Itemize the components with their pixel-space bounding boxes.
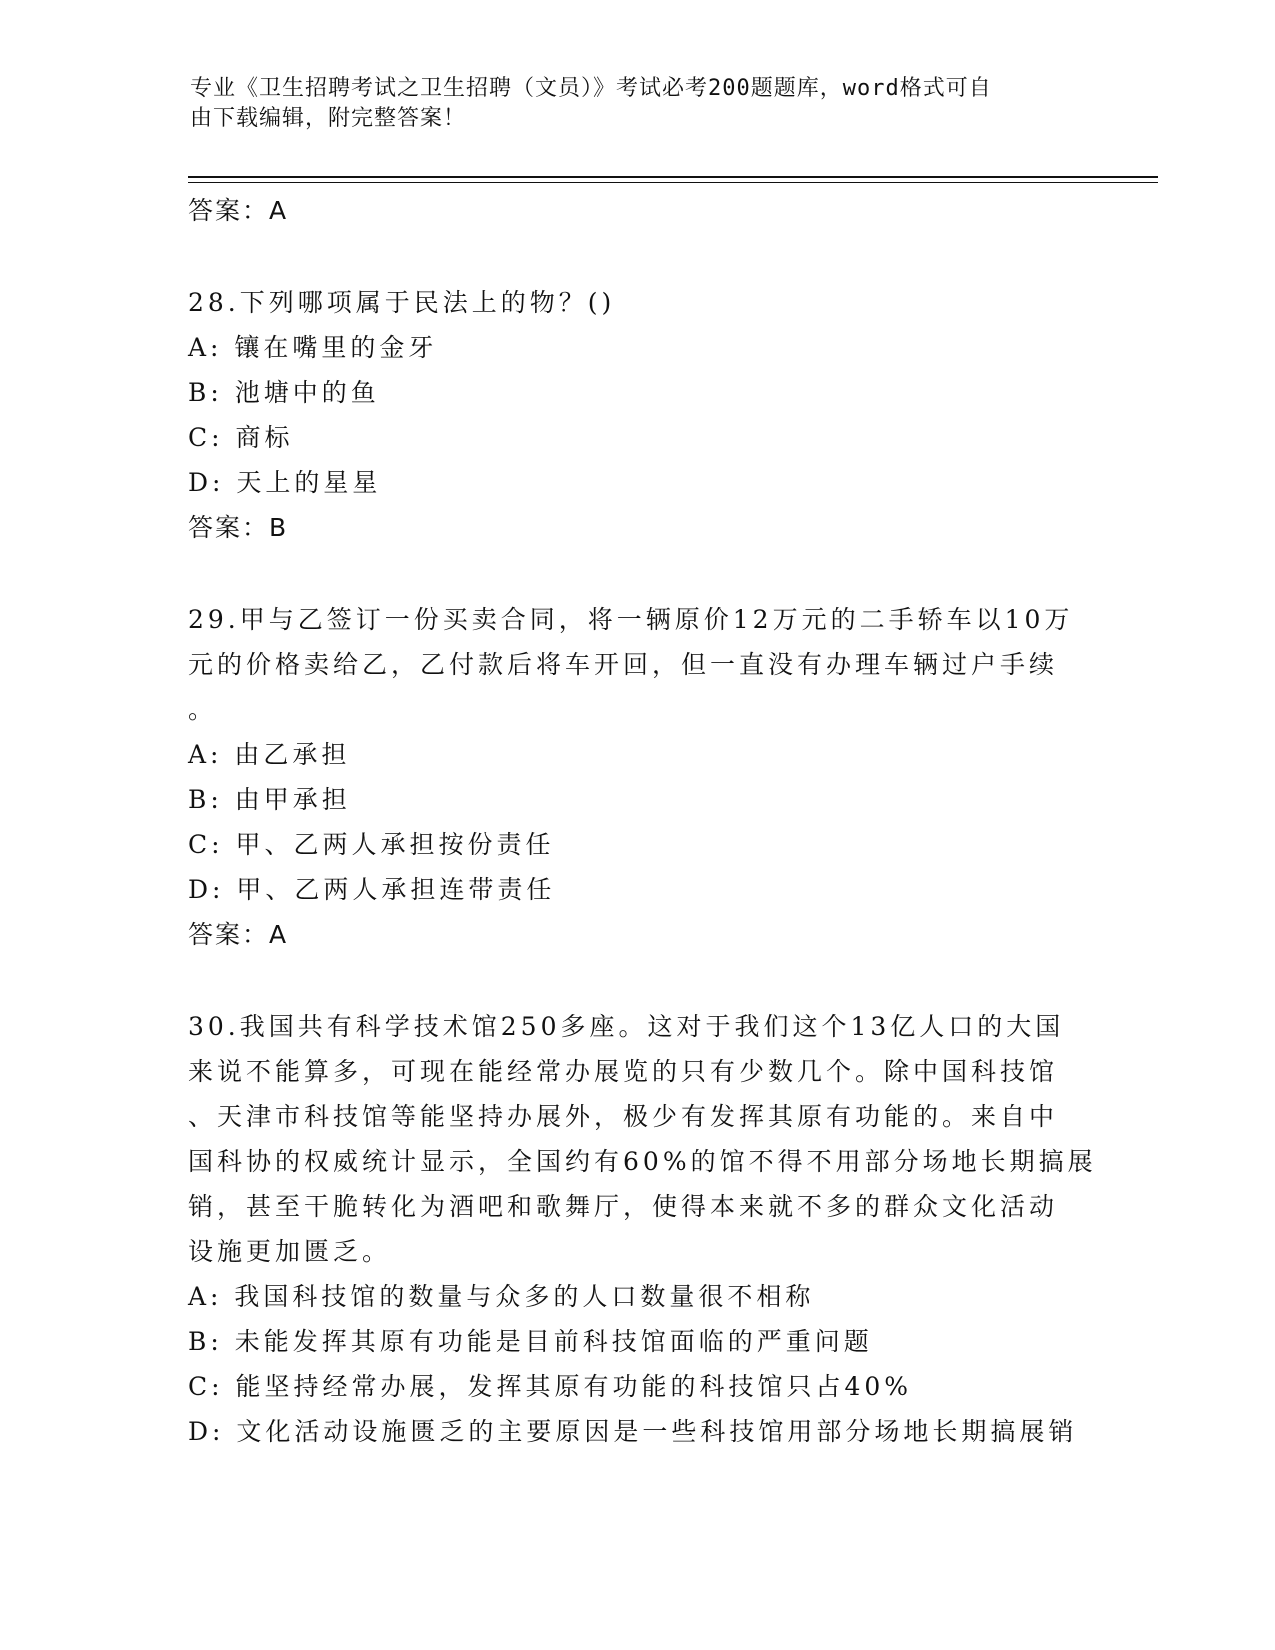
question-text-line: 元的价格卖给乙，乙付款后将车开回，但一直没有办理车辆过户手续 — [188, 650, 1059, 679]
question-block-30 — [188, 1004, 1097, 1454]
option-c: C: 能坚持经常办展，发挥其原有功能的科技馆只占40% — [188, 1372, 913, 1401]
header-line-2: 由下载编辑，附完整答案！ — [190, 106, 467, 131]
option-b: B: 池塘中的鱼 — [188, 378, 380, 407]
answer-line — [188, 188, 1088, 233]
header-rule-thin — [188, 182, 1158, 183]
header-rule-thick — [188, 176, 1158, 178]
question-block-28 — [188, 280, 1088, 550]
header-line-1: 专业《卫生招聘考试之卫生招聘（文员）》考试必考200题题库，word格式可自 — [190, 76, 992, 101]
answer-line — [188, 505, 1088, 550]
question-text-line: 、天津市科技馆等能坚持办展外，极少有发挥其原有功能的。来自中 — [188, 1102, 1059, 1131]
option-d: D: 天上的星星 — [188, 468, 382, 497]
option-a: A: 镶在嘴里的金牙 — [188, 333, 438, 362]
document-header — [190, 74, 1080, 134]
option-d: D: 甲、乙两人承担连带责任 — [188, 875, 556, 904]
question-text-line: 国科协的权威统计显示，全国约有60%的馆不得不用部分场地长期搞展 — [188, 1147, 1097, 1176]
question-block-29 — [188, 597, 1088, 957]
answer-value: A — [269, 920, 289, 949]
option-b: B: 由甲承担 — [188, 785, 351, 814]
answer-prefix: 答案： — [188, 920, 270, 949]
answer-line — [188, 912, 1088, 957]
document-body — [188, 188, 1097, 1454]
answer-value: A — [269, 196, 289, 225]
answer-value: B — [269, 513, 289, 542]
option-c: C: 甲、乙两人承担按份责任 — [188, 830, 555, 859]
question-text-line: 30.我国共有科学技术馆250多座。这对于我们这个13亿人口的大国 — [188, 1012, 1065, 1041]
option-c: C: 商标 — [188, 423, 294, 452]
option-a: A: 我国科技馆的数量与众多的人口数量很不相称 — [188, 1282, 815, 1311]
option-a: A: 由乙承担 — [188, 740, 351, 769]
question-text-line: 销，甚至干脆转化为酒吧和歌舞厅，使得本来就不多的群众文化活动 — [188, 1192, 1059, 1221]
option-d: D: 文化活动设施匮乏的主要原因是一些科技馆用部分场地长期搞展销 — [188, 1417, 1078, 1446]
question-text-line: 来说不能算多，可现在能经常办展览的只有少数几个。除中国科技馆 — [188, 1057, 1059, 1086]
question-text-line: 。 — [188, 695, 218, 724]
answer-prefix: 答案： — [188, 513, 270, 542]
question-text-line: 29.甲与乙签订一份买卖合同，将一辆原价12万元的二手轿车以10万 — [188, 605, 1074, 634]
answer-prefix: 答案： — [188, 196, 270, 225]
question-text-line: 设施更加匮乏。 — [188, 1237, 392, 1266]
option-b: B: 未能发挥其原有功能是目前科技馆面临的严重问题 — [188, 1327, 873, 1356]
question-text-line: 28.下列哪项属于民法上的物？() — [188, 288, 616, 317]
